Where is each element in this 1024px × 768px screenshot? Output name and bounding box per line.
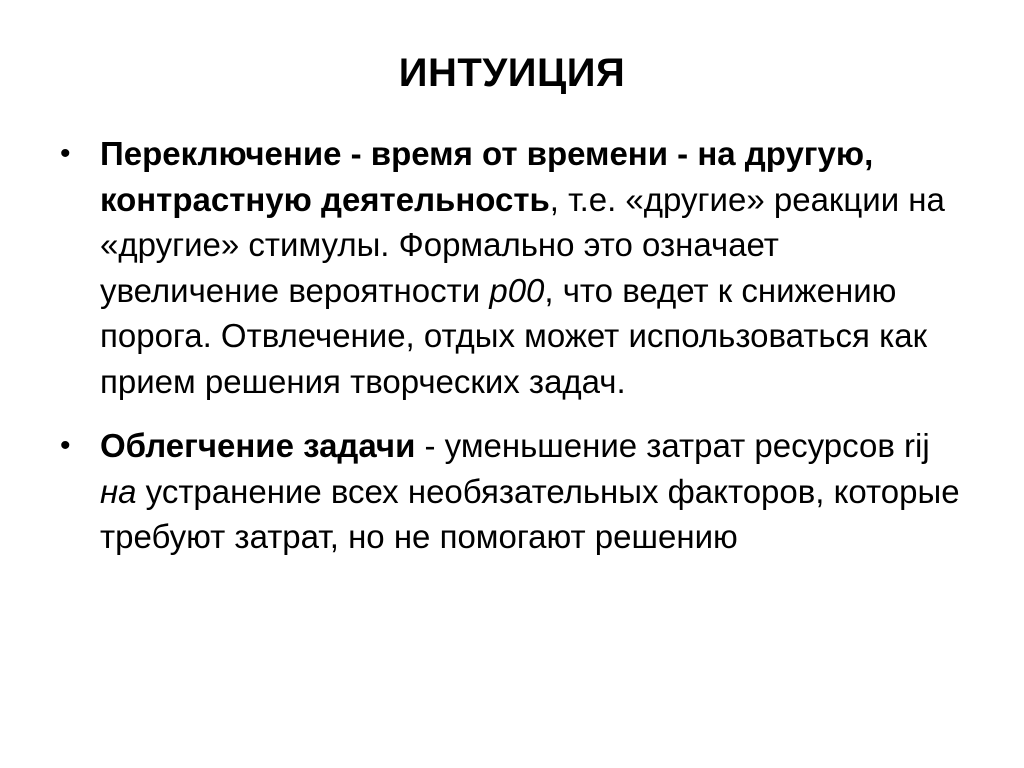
bullet-item-simplification <box>60 423 960 560</box>
slide-title: ИНТУИЦИЯ <box>398 51 626 95</box>
bullet-text: - уменьшение затрат ресурсов rij <box>415 427 930 464</box>
bullet-dot: • <box>60 429 71 462</box>
bullet-dot: • <box>60 137 71 170</box>
bullet-italic-term: на <box>100 472 137 510</box>
bullet-italic-term: p00 <box>489 271 545 309</box>
bullet-heading: Переключение - время от времени - на другую, контрастную деятельность <box>100 135 874 218</box>
bullet-list <box>60 131 960 560</box>
bullet-text: устранение всех необязательных факторов, которые требуют затрат, но не помогают решению <box>100 472 960 555</box>
bullet-text: , т.е. «другие» реакции на «другие» стимулы. Формально это означает увеличение вероятности <box>100 180 945 309</box>
bullet-heading: Облегчение задачи <box>100 427 416 464</box>
bullet-item-switching <box>60 131 960 404</box>
bullet-text: , что ведет к снижению порога. Отвлечение, отдых может использоваться как прием решения творческих задач. <box>100 271 928 400</box>
